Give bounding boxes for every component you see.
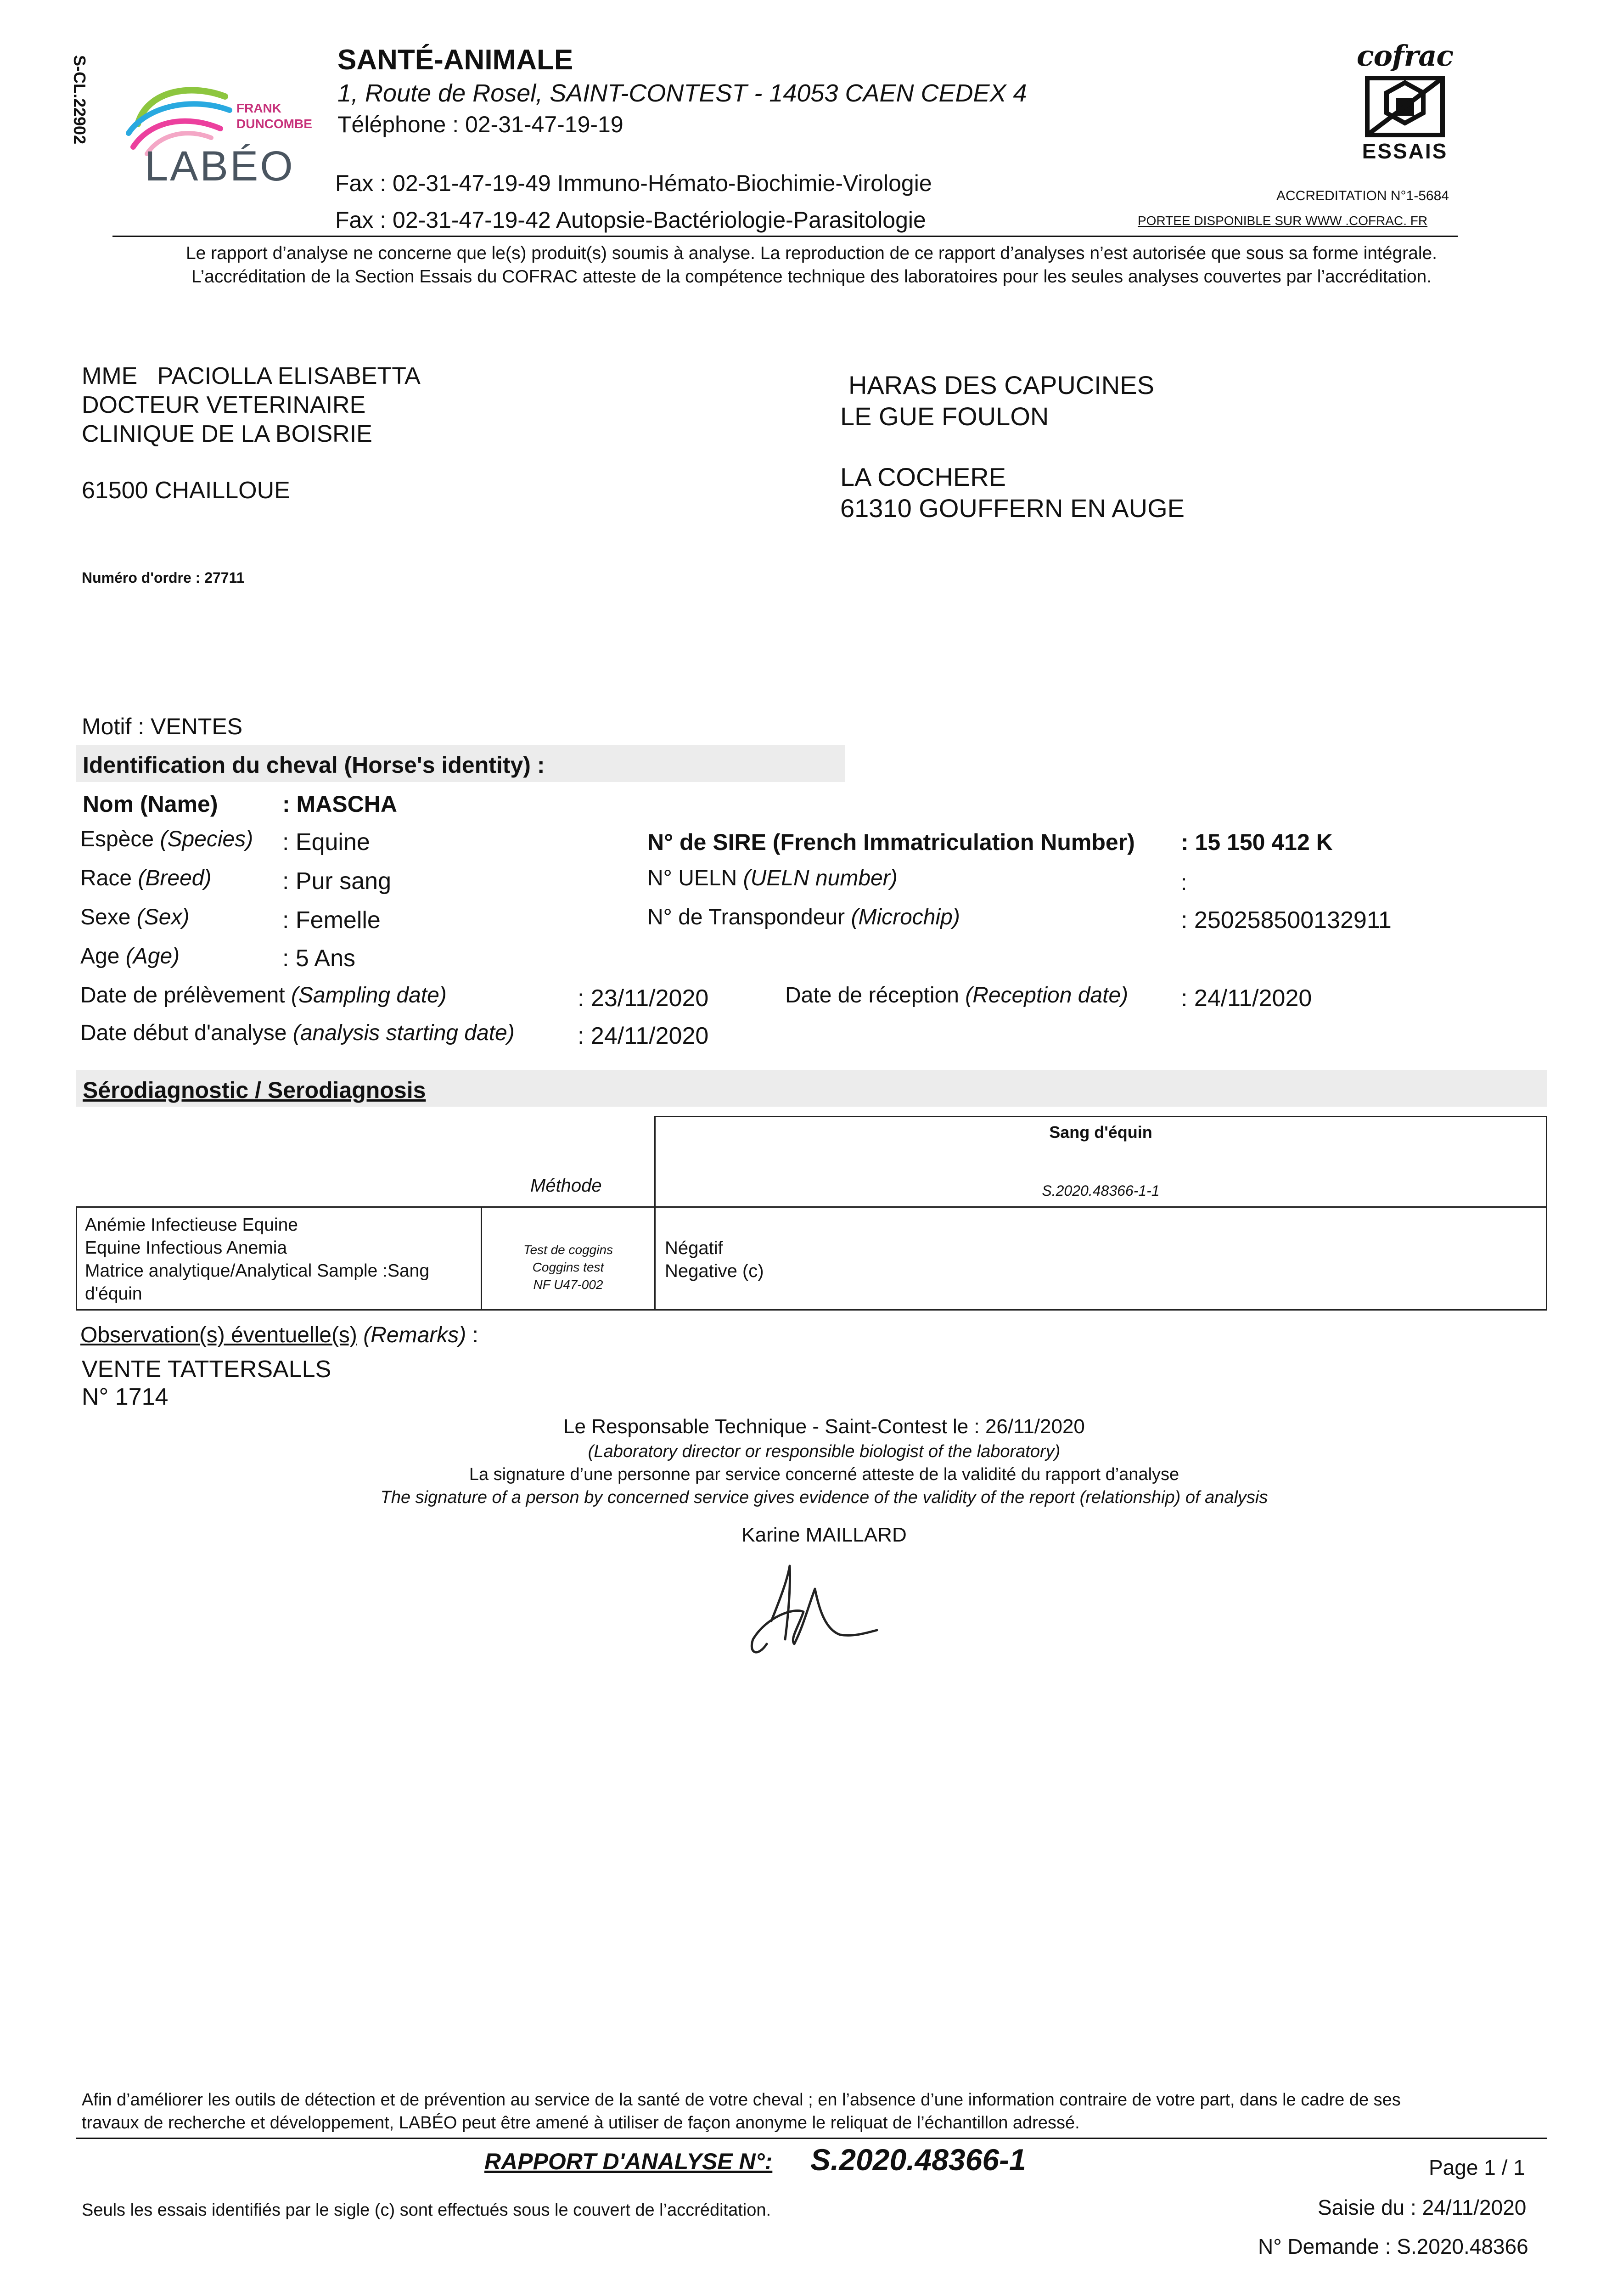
name-label: Nom (Name) [83,791,218,817]
species-label-en: (Species) [160,827,253,851]
species-label-fr: Espèce [80,827,154,851]
vet-line3: CLINIQUE DE LA BOISRIE [82,421,372,447]
method-header: Méthode [530,1176,602,1196]
cofrac-accreditation: ACCREDITATION N°1-5684 [1276,188,1449,203]
motif: Motif : VENTES [82,714,243,739]
species-value: : Equine [282,829,370,855]
owner-line1: HARAS DES CAPUCINES [848,371,1154,400]
analysis-cell-line1: Anémie Infectieuse Equine [85,1215,298,1235]
transponder-label-en: (Microchip) [851,905,960,929]
disclaimer-line1: Le rapport d’analyse ne concerne que le(s) produit(s) soumis à analyse. La reproduction de ce rapport d’analyses n’est autorisée que sous sa forme intégrale. [185,243,1438,263]
serodiag-heading: Sérodiagnostic / Serodiagnosis [83,1077,426,1103]
ueln-label [647,866,898,891]
reception-value: : 24/11/2020 [1181,985,1312,1012]
logo-sub2: DUNCOMBE [236,117,312,131]
vet-line2: DOCTEUR VETERINAIRE [82,392,366,418]
transponder-value: : 250258500132911 [1181,907,1392,934]
disclaimer [73,242,1550,288]
remarks-colon: : [472,1323,478,1347]
age-label-fr: Age [80,944,120,968]
reception-label [785,983,1128,1008]
result-cell-line1: Négatif [665,1238,723,1258]
remarks-label [80,1322,478,1348]
cofrac-brand: cofrac [1356,39,1454,73]
sire-value: : 15 150 412 K [1181,829,1333,855]
remarks-label-en: (Remarks) [363,1323,466,1347]
logo-sub1: FRANK [236,101,281,115]
remarks-body [82,1356,331,1411]
sex-label-fr: Sexe [80,905,131,929]
demande-number: N° Demande : S.2020.48366 [1258,2234,1528,2258]
analysis-value: : 24/11/2020 [578,1023,709,1049]
header-rule [112,236,1458,237]
method-cell-line2: Coggins test [532,1260,604,1274]
sampling-label-fr: Date de prélèvement [80,983,285,1007]
reception-label-fr: Date de réception [785,983,959,1007]
transponder-label-fr: N° de Transpondeur [647,905,845,929]
lab-fax1: Fax : 02-31-47-19-49 Immuno-Hémato-Biochimie-Virologie [335,170,932,196]
analysis-label [80,1020,515,1046]
report-label: RAPPORT D'ANALYSE N°: [484,2149,773,2174]
owner-address [840,370,1185,524]
vet-line1: MME PACIOLLA ELISABETTA [82,363,421,389]
remarks-line2: N° 1714 [82,1384,168,1410]
age-value: : 5 Ans [282,945,355,972]
cofrac-label: ESSAIS [1362,139,1448,163]
footer-note-line1: Afin d’améliorer les outils de détection et de prévention au service de la santé de votre cheval ; en l’absence d’une information contraire de votre part, dans le cadre de ses [82,2090,1401,2110]
lab-address: 1, Route de Rosel, SAINT-CONTEST - 14053 CAEN CEDEX 4 [337,79,1027,107]
vet-address [82,362,421,505]
ueln-label-fr: N° UELN [647,866,737,890]
footer-note [82,2088,1551,2134]
disclaimer-line2: L’accréditation de la Section Essais du COFRAC atteste de la compétence technique des laboratoires pour les seules analyses couvertes par l’accréditation. [191,266,1432,287]
analysis-cell-line3: Matrice analytique/Analytical Sample :Sang [85,1261,430,1281]
method-cell [482,1241,654,1294]
col-divider-2 [654,1206,656,1311]
sex-value: : Femelle [282,907,381,934]
owner-line2: LE GUE FOULON [840,402,1049,431]
signature-block [76,1413,1572,1548]
cofrac-portee: PORTEE DISPONIBLE SUR WWW .COFRAC. FR [1138,214,1428,228]
signature-line1: Le Responsable Technique - Saint-Contest le : 26/11/2020 [563,1415,1085,1438]
ueln-value: : [1181,871,1187,895]
breed-value: : Pur sang [282,868,392,895]
cofrac-mark-icon [1364,74,1446,139]
species-label [80,827,253,852]
lab-header [337,44,1256,138]
owner-line4: 61310 GOUFFERN EN AUGE [840,494,1185,523]
sampling-value: : 23/11/2020 [578,985,709,1012]
vet-line4: 61500 CHAILLOUE [82,477,290,504]
sex-label [80,905,189,930]
sex-label-en: (Sex) [136,905,190,929]
cofrac-logo [1350,39,1460,177]
signature-line4: The signature of a person by concerned service gives evidence of the validity of the report (relationship) of analysis [380,1488,1268,1507]
transponder-label [647,905,960,930]
side-code: S-CL.22902 [70,55,89,145]
owner-line3: LA COCHERE [840,462,1006,491]
sampling-label [80,983,447,1008]
accreditation-note: Seuls les essais identifiés par le sigle (c) sont effectués sous le couvert de l’accréditation. [82,2200,771,2220]
ueln-label-en: (UELN number) [743,866,898,890]
method-cell-line3: NF U47-002 [533,1277,603,1292]
lab-name: SANTÉ-ANIMALE [337,44,573,76]
signature-line3: La signature d’une personne par service concerné atteste de la validité du rapport d’analyse [469,1465,1179,1484]
saisie-date: Saisie du : 24/11/2020 [1318,2195,1527,2219]
labeo-logo [119,78,321,197]
sample-ref: S.2020.48366-1-1 [1042,1182,1160,1199]
signer-name: Karine MAILLARD [741,1524,907,1546]
signature-line2: (Laboratory director or responsible biologist of the laboratory) [588,1442,1061,1461]
page-number: Page 1 / 1 [1429,2155,1525,2179]
sample-header: Sang d'équin [1049,1123,1152,1142]
age-label-en: (Age) [125,944,180,968]
lab-fax2: Fax : 02-31-47-19-42 Autopsie-Bactériologie-Parasitologie [335,207,926,233]
breed-label [80,866,211,891]
breed-label-en: (Breed) [138,866,212,890]
analysis-cell-line4: d'équin [85,1284,142,1304]
analysis-label-en: (analysis starting date) [292,1021,515,1045]
remarks-label-fr: Observation(s) éventuelle(s) [80,1323,357,1347]
analysis-label-fr: Date début d'analyse [80,1021,287,1045]
report-number: S.2020.48366-1 [810,2143,1026,2177]
age-label [80,944,180,969]
remarks-line1: VENTE TATTERSALLS [82,1356,331,1383]
sire-label: N° de SIRE (French Immatriculation Number) [647,829,1135,855]
analysis-cell [85,1214,475,1306]
order-number: Numéro d'ordre : 27711 [82,569,245,586]
sampling-label-en: (Sampling date) [291,983,447,1007]
method-cell-line1: Test de coggins [523,1243,613,1257]
identification-heading: Identification du cheval (Horse's identity) : [83,752,545,778]
footer-note-line2: travaux de recherche et développement, LABÉO peut être amené à utiliser de façon anonyme le reliquat de l’échantillon adressé. [82,2113,1080,2133]
result-cell [665,1237,764,1283]
reception-label-en: (Reception date) [965,983,1129,1007]
breed-label-fr: Race [80,866,132,890]
logo-brand: LABÉO [145,143,295,190]
lab-phone: Téléphone : 02-31-47-19-19 [337,112,623,137]
name-value: : MASCHA [282,791,397,817]
footer-rule [76,2138,1547,2139]
signature-icon [739,1552,886,1671]
analysis-cell-line2: Equine Infectious Anemia [85,1238,287,1258]
result-cell-line2: Negative (c) [665,1261,764,1281]
